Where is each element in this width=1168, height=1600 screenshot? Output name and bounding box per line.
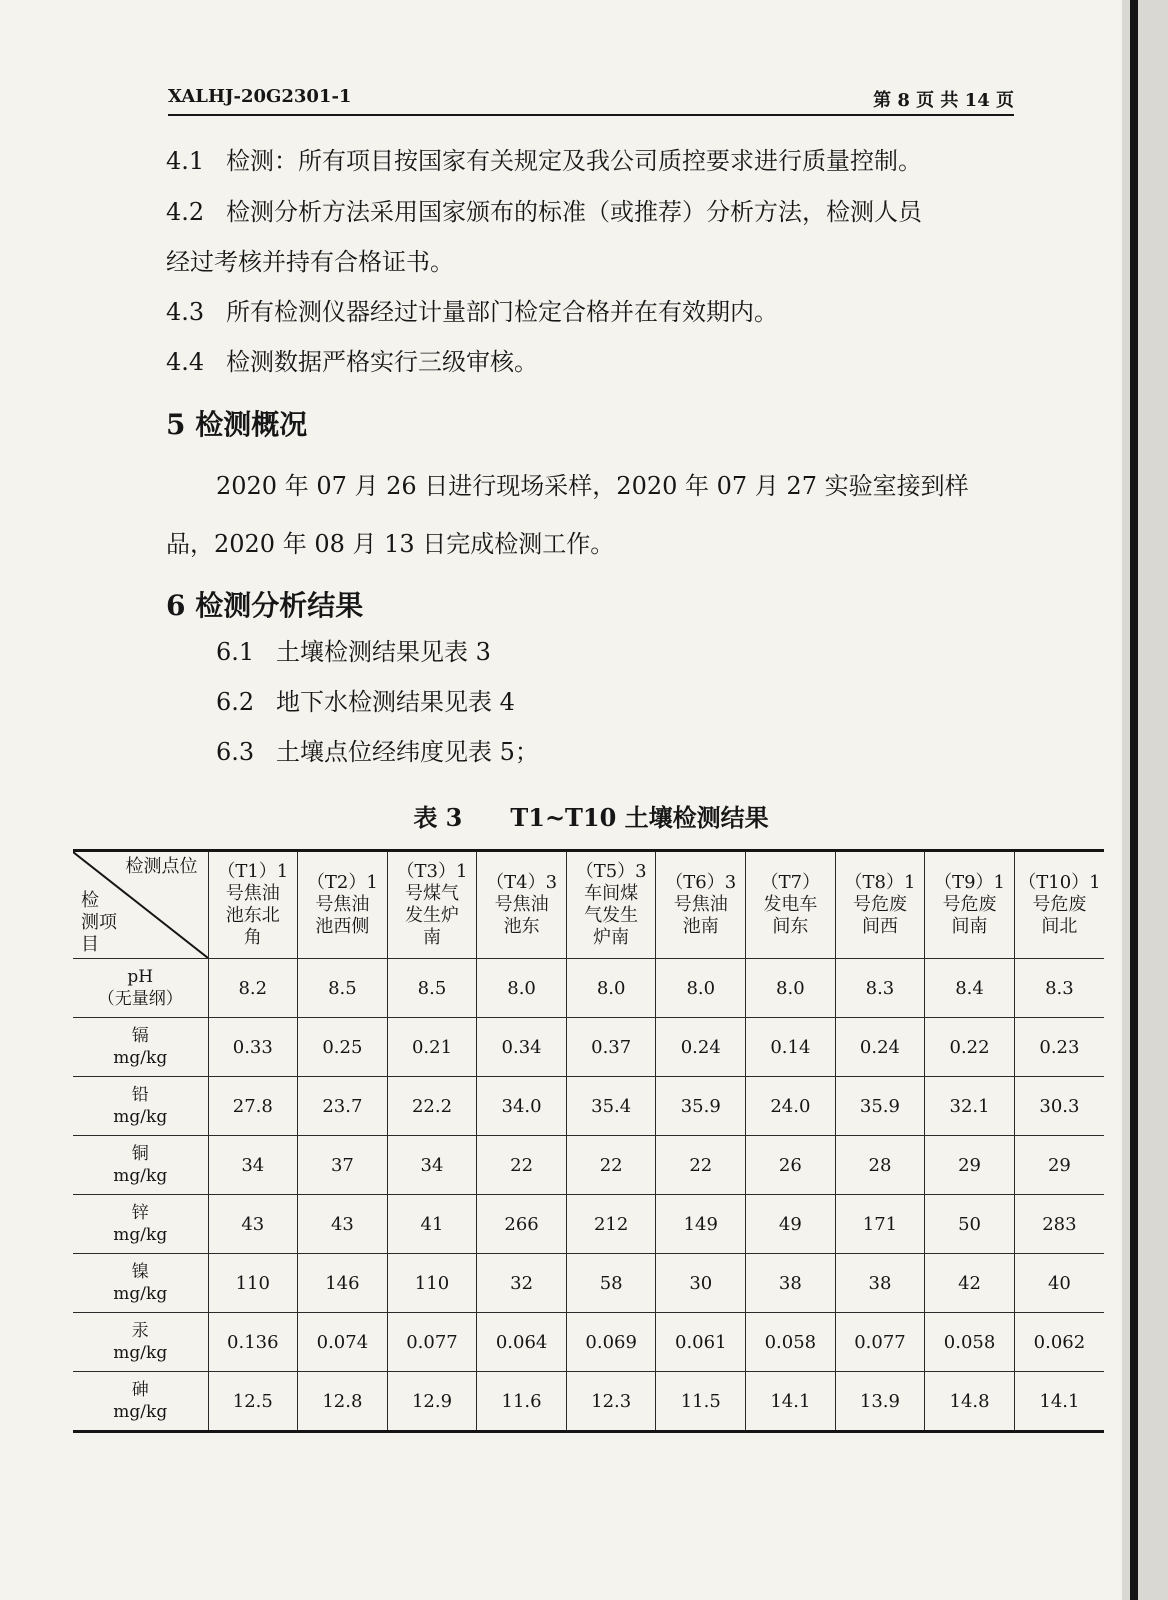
table-cell: 50: [925, 1195, 1015, 1254]
row-header: [73, 1077, 208, 1136]
row-header: [73, 1018, 208, 1077]
item-number: 4.4: [166, 348, 205, 376]
table-cell: 8.4: [925, 959, 1015, 1018]
table-cell: 171: [835, 1195, 925, 1254]
table-cell: 22.2: [387, 1077, 477, 1136]
corner-bottom-line: 检: [81, 890, 99, 911]
table-cell: 35.9: [656, 1077, 746, 1136]
row-header: [73, 1136, 208, 1195]
corner-top-label: 检测点位: [125, 856, 198, 877]
corner-header: [73, 851, 208, 959]
table-cell: 11.6: [477, 1372, 567, 1432]
table-cell: 8.2: [208, 959, 298, 1018]
table-caption-number: 表 3: [413, 803, 463, 832]
item-number: 4.2: [166, 198, 205, 226]
row-item-name: 砷: [131, 1380, 149, 1400]
table-cell: 11.5: [656, 1372, 746, 1432]
section4-item: [166, 192, 922, 227]
table-cell: 30: [656, 1254, 746, 1313]
row-item-name: pH: [127, 967, 154, 987]
table-cell: 30.3: [1014, 1077, 1104, 1136]
table-cell: 35.9: [835, 1077, 925, 1136]
table-cell: 0.25: [298, 1018, 388, 1077]
section4-item: [166, 141, 922, 176]
table-cell: 12.9: [387, 1372, 477, 1432]
item-text: 土壤点位经纬度见表 5；: [276, 738, 539, 766]
item-number: 6.3: [216, 738, 255, 766]
row-item-unit: mg/kg: [113, 1284, 168, 1304]
table-cell: 0.34: [477, 1018, 567, 1077]
table-cell: 29: [925, 1136, 1015, 1195]
table-cell: 23.7: [298, 1077, 388, 1136]
table-cell: 27.8: [208, 1077, 298, 1136]
table-cell: 58: [566, 1254, 656, 1313]
row-item-unit: mg/kg: [113, 1343, 168, 1363]
item-text: 所有检测仪器经过计量部门检定合格并在有效期内。: [226, 298, 778, 326]
table-cell: 0.23: [1014, 1018, 1104, 1077]
item-number: 4.3: [166, 298, 205, 326]
section6-item: [216, 682, 515, 717]
table-cell: 0.077: [835, 1313, 925, 1372]
item-number: 4.1: [166, 147, 205, 175]
scan-edge-line: [1130, 0, 1138, 1600]
table-cell: 0.074: [298, 1313, 388, 1372]
table-cell: 8.5: [298, 959, 388, 1018]
row-item-unit: （无量纲）: [97, 989, 183, 1009]
table-cell: 41: [387, 1195, 477, 1254]
column-header: （T2）1 号焦油 池西侧: [298, 851, 388, 959]
row-header: [73, 959, 208, 1018]
table-cell: 0.058: [925, 1313, 1015, 1372]
section5-paragraph-line2: 品，2020 年 08 月 13 日完成检测工作。: [166, 530, 615, 558]
column-header: （T7） 发电车 间东: [746, 851, 836, 959]
table-cell: 110: [208, 1254, 298, 1313]
table-cell: 149: [656, 1195, 746, 1254]
table-cell: 43: [298, 1195, 388, 1254]
table-cell: 12.5: [208, 1372, 298, 1432]
table-cell: 0.069: [566, 1313, 656, 1372]
results-table: [73, 849, 1104, 1433]
column-header: （T4）3 号焦油 池东: [477, 851, 567, 959]
table-caption: [168, 798, 1014, 833]
table-cell: 24.0: [746, 1077, 836, 1136]
table-cell: 37: [298, 1136, 388, 1195]
section5-heading: 5 检测概况: [166, 408, 308, 441]
table-cell: 22: [566, 1136, 656, 1195]
table-cell: 0.37: [566, 1018, 656, 1077]
table-cell: 22: [477, 1136, 567, 1195]
item-number: 6.1: [216, 638, 255, 666]
table-cell: 8.3: [1014, 959, 1104, 1018]
table-cell: 14.1: [746, 1372, 836, 1432]
column-header: （T3）1 号煤气 发生炉 南: [387, 851, 477, 959]
table-cell: 32: [477, 1254, 567, 1313]
table-cell: 0.21: [387, 1018, 477, 1077]
table-cell: 29: [1014, 1136, 1104, 1195]
table-cell: 8.0: [566, 959, 656, 1018]
section4-item: [166, 292, 778, 327]
table-cell: 40: [1014, 1254, 1104, 1313]
doc-number: XALHJ-20G2301-1: [168, 86, 352, 107]
table-cell: 110: [387, 1254, 477, 1313]
table-cell: 283: [1014, 1195, 1104, 1254]
table-cell: 0.136: [208, 1313, 298, 1372]
section4-item-continued: [166, 242, 454, 277]
row-item-name: 镉: [131, 1026, 149, 1046]
table-cell: 32.1: [925, 1077, 1015, 1136]
row-item-unit: mg/kg: [113, 1107, 168, 1127]
item-text: 经过考核并持有合格证书。: [166, 248, 454, 276]
row-header: [73, 1372, 208, 1432]
table-cell: 34.0: [477, 1077, 567, 1136]
table-cell: 146: [298, 1254, 388, 1313]
column-header: （T10）1 号危废 间北: [1014, 851, 1104, 959]
row-item-name: 铜: [131, 1144, 149, 1164]
table-row: [73, 959, 1104, 1018]
corner-bottom-line: 测项: [81, 912, 117, 933]
table-row: [73, 1254, 1104, 1313]
table-cell: 12.3: [566, 1372, 656, 1432]
page-indicator: 第 8 页 共 14 页: [873, 90, 1014, 111]
item-text: 检测：所有项目按国家有关规定及我公司质控要求进行质量控制。: [226, 147, 922, 175]
section6-item: [216, 632, 491, 667]
row-item-name: 锌: [131, 1203, 149, 1223]
item-text: 地下水检测结果见表 4: [276, 688, 515, 716]
section4-item: [166, 342, 538, 377]
table-caption-title: T1~T10 土壤检测结果: [510, 803, 769, 832]
table-body: [73, 959, 1104, 1432]
table-cell: 8.0: [656, 959, 746, 1018]
table-cell: 34: [387, 1136, 477, 1195]
row-item-name: 铅: [131, 1085, 149, 1105]
table-cell: 0.22: [925, 1018, 1015, 1077]
item-text: 检测数据严格实行三级审核。: [226, 348, 538, 376]
table-cell: 13.9: [835, 1372, 925, 1432]
section6-heading: 6 检测分析结果: [166, 589, 364, 622]
row-item-name: 镍: [131, 1262, 149, 1282]
column-header: （T1）1 号焦油 池东北 角: [208, 851, 298, 959]
item-text: 土壤检测结果见表 3: [276, 638, 491, 666]
table-cell: 0.24: [656, 1018, 746, 1077]
table-cell: 28: [835, 1136, 925, 1195]
row-item-unit: mg/kg: [113, 1225, 168, 1245]
row-item-unit: mg/kg: [113, 1402, 168, 1422]
section6-item: [216, 732, 539, 767]
column-header: （T8）1 号危废 间西: [835, 851, 925, 959]
table-row: [73, 1195, 1104, 1254]
table-cell: 22: [656, 1136, 746, 1195]
table-cell: 26: [746, 1136, 836, 1195]
table-cell: 8.5: [387, 959, 477, 1018]
table-cell: 0.24: [835, 1018, 925, 1077]
item-number: 6.2: [216, 688, 255, 716]
table-cell: 0.064: [477, 1313, 567, 1372]
column-header: （T6）3 号焦油 池南: [656, 851, 746, 959]
table-row: [73, 1313, 1104, 1372]
item-text: 检测分析方法采用国家颁布的标准（或推荐）分析方法，检测人员: [226, 198, 922, 226]
table-row: [73, 1136, 1104, 1195]
table-cell: 12.8: [298, 1372, 388, 1432]
row-header: [73, 1254, 208, 1313]
table-cell: 43: [208, 1195, 298, 1254]
table-cell: 35.4: [566, 1077, 656, 1136]
table-cell: 8.0: [746, 959, 836, 1018]
row-item-unit: mg/kg: [113, 1166, 168, 1186]
table-header-row: [73, 851, 1104, 959]
table-cell: 266: [477, 1195, 567, 1254]
table-cell: 0.058: [746, 1313, 836, 1372]
scan-edge: [1122, 0, 1168, 1600]
table-row: [73, 1077, 1104, 1136]
table-cell: 0.14: [746, 1018, 836, 1077]
table-cell: 8.0: [477, 959, 567, 1018]
row-header: [73, 1313, 208, 1372]
corner-bottom-line: 目: [81, 934, 99, 955]
table-row: [73, 1018, 1104, 1077]
page-header: [168, 84, 1014, 116]
table-cell: 49: [746, 1195, 836, 1254]
row-header: [73, 1195, 208, 1254]
table-cell: 42: [925, 1254, 1015, 1313]
table-cell: 14.8: [925, 1372, 1015, 1432]
table-cell: 212: [566, 1195, 656, 1254]
table-cell: 0.062: [1014, 1313, 1104, 1372]
section5-paragraph-line1: 2020 年 07 月 26 日进行现场采样，2020 年 07 月 27 实验室接到样: [216, 472, 969, 500]
row-item-unit: mg/kg: [113, 1048, 168, 1068]
column-header: （T9）1 号危废 间南: [925, 851, 1015, 959]
table-cell: 0.33: [208, 1018, 298, 1077]
table-cell: 38: [746, 1254, 836, 1313]
table-cell: 8.3: [835, 959, 925, 1018]
table-cell: 38: [835, 1254, 925, 1313]
row-item-name: 汞: [131, 1321, 149, 1341]
table-cell: 14.1: [1014, 1372, 1104, 1432]
corner-bottom-label: [81, 890, 117, 956]
table-cell: 34: [208, 1136, 298, 1195]
table-row: [73, 1372, 1104, 1432]
table-cell: 0.061: [656, 1313, 746, 1372]
table-cell: 0.077: [387, 1313, 477, 1372]
column-header: （T5）3 车间煤 气发生 炉南: [566, 851, 656, 959]
